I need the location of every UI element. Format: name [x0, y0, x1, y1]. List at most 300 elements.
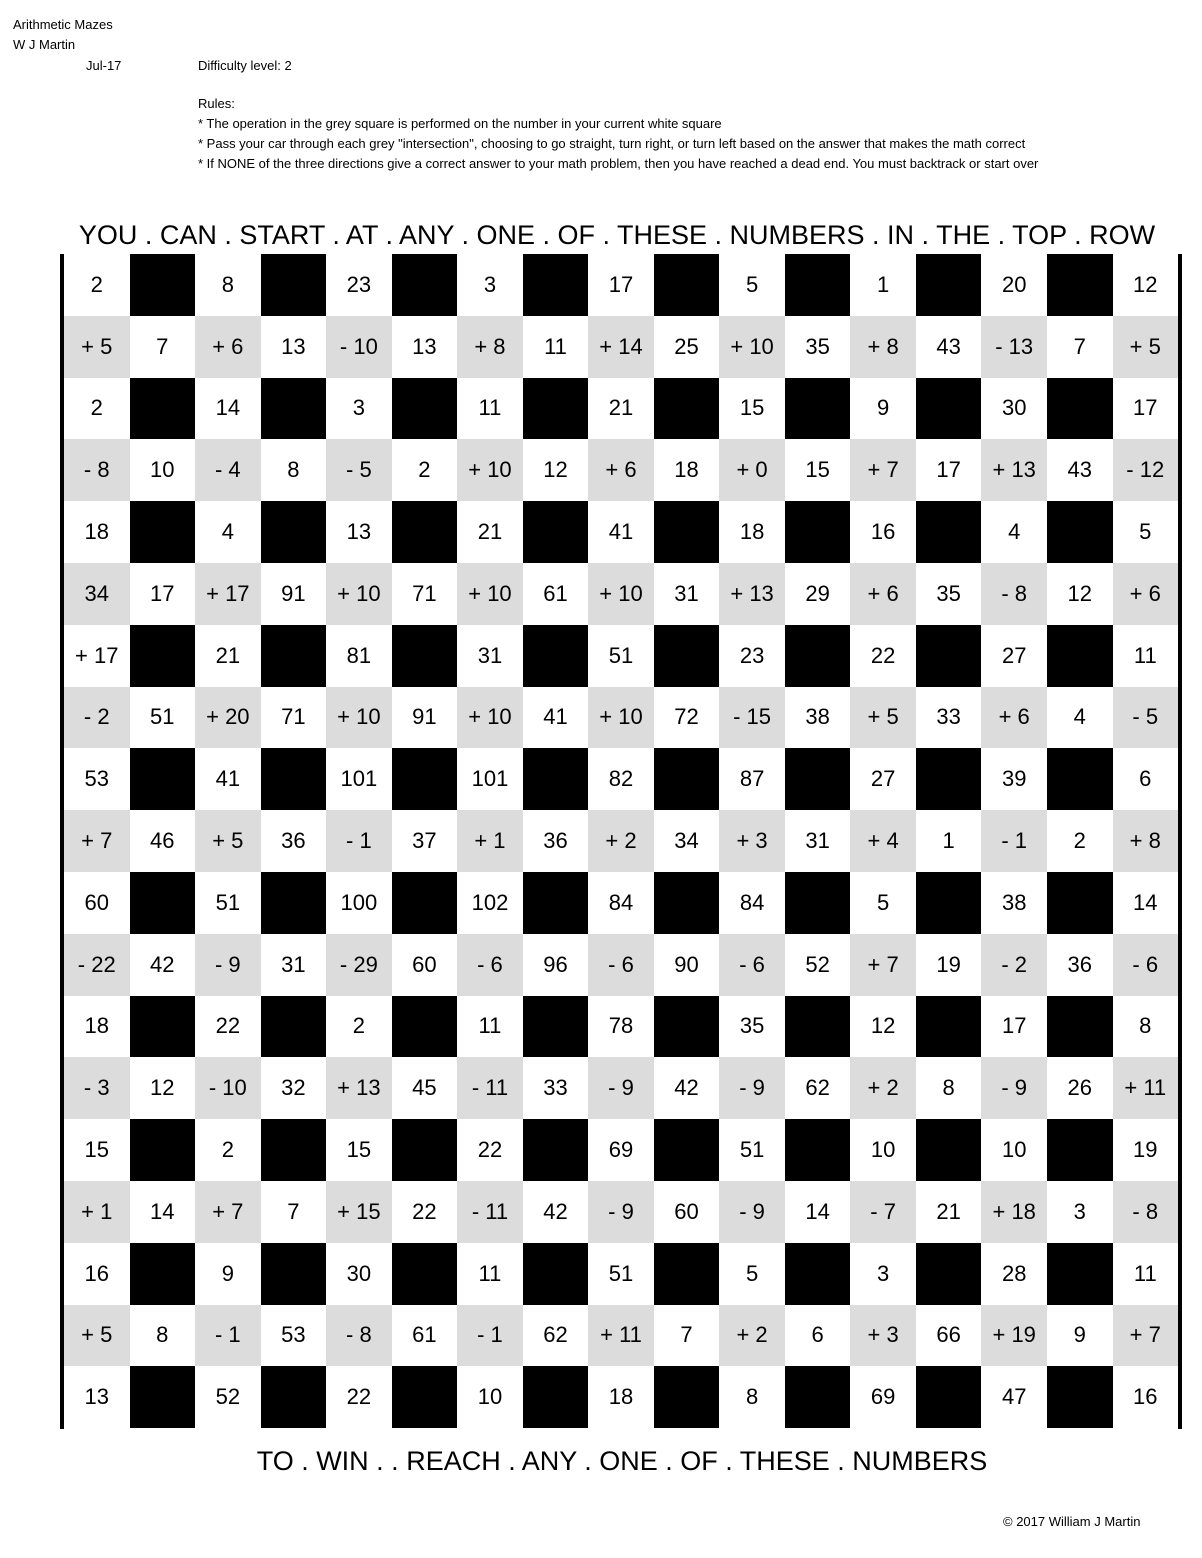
number-cell[interactable]: 22 [392, 1181, 458, 1243]
number-cell[interactable]: 21 [916, 1181, 982, 1243]
number-cell[interactable]: 8 [1113, 996, 1179, 1058]
number-cell[interactable]: 16 [850, 501, 916, 563]
number-cell[interactable]: 62 [523, 1305, 589, 1367]
number-cell[interactable]: 8 [130, 1305, 196, 1367]
operation-cell[interactable]: + 10 [326, 563, 392, 625]
blocked-cell [523, 1243, 589, 1305]
rule-item: * If NONE of the three directions give a correct answer to your math problem, then you have reached a dead end. You must backtrack or start over [198, 156, 1039, 171]
number-cell[interactable]: 38 [785, 687, 851, 749]
operation-cell[interactable]: + 13 [326, 1057, 392, 1119]
number-cell[interactable]: 8 [916, 1057, 982, 1119]
operation-cell[interactable]: + 14 [588, 316, 654, 378]
operation-cell[interactable]: + 10 [588, 687, 654, 749]
number-cell[interactable]: 31 [654, 563, 720, 625]
operation-cell[interactable]: + 5 [1113, 316, 1179, 378]
number-cell[interactable]: 69 [588, 1119, 654, 1181]
maze-row [64, 501, 1178, 563]
number-cell[interactable]: 2 [326, 996, 392, 1058]
blocked-cell [916, 501, 982, 563]
operation-cell[interactable]: + 6 [1113, 563, 1179, 625]
number-cell[interactable]: 21 [195, 625, 261, 687]
operation-cell[interactable]: + 2 [850, 1057, 916, 1119]
blocked-cell [916, 1119, 982, 1181]
number-cell[interactable]: 2 [392, 439, 458, 501]
number-cell[interactable]: 52 [195, 1366, 261, 1428]
number-cell[interactable]: 11 [1113, 625, 1179, 687]
number-cell[interactable]: 51 [588, 625, 654, 687]
number-cell[interactable]: 16 [1113, 1366, 1179, 1428]
number-cell[interactable]: 31 [457, 625, 523, 687]
maze-row [64, 934, 1178, 996]
number-cell[interactable]: 91 [261, 563, 327, 625]
number-cell[interactable]: 12 [1047, 563, 1113, 625]
number-cell[interactable]: 22 [195, 996, 261, 1058]
number-cell[interactable]: 22 [326, 1366, 392, 1428]
number-cell[interactable]: 15 [64, 1119, 130, 1181]
maze-row [64, 1243, 1178, 1305]
number-cell[interactable]: 90 [654, 934, 720, 996]
number-cell[interactable]: 33 [523, 1057, 589, 1119]
number-cell[interactable]: 5 [719, 254, 785, 316]
number-cell[interactable]: 18 [588, 1366, 654, 1428]
blocked-cell [1047, 872, 1113, 934]
blocked-cell [523, 1366, 589, 1428]
operation-cell[interactable]: - 1 [981, 810, 1047, 872]
operation-cell[interactable]: - 9 [588, 1181, 654, 1243]
blocked-cell [261, 996, 327, 1058]
number-cell[interactable]: 2 [195, 1119, 261, 1181]
number-cell[interactable]: 10 [130, 439, 196, 501]
number-cell[interactable]: 9 [195, 1243, 261, 1305]
number-cell[interactable]: 60 [654, 1181, 720, 1243]
number-cell[interactable]: + 17 [64, 625, 130, 687]
number-cell[interactable]: 23 [719, 625, 785, 687]
operation-cell[interactable]: + 6 [588, 439, 654, 501]
number-cell[interactable]: 42 [523, 1181, 589, 1243]
number-cell[interactable]: 52 [785, 934, 851, 996]
operation-cell[interactable]: + 17 [195, 563, 261, 625]
operation-cell[interactable]: + 5 [64, 316, 130, 378]
number-cell[interactable]: 61 [523, 563, 589, 625]
number-cell[interactable]: 45 [392, 1057, 458, 1119]
number-cell[interactable]: 30 [326, 1243, 392, 1305]
number-cell[interactable]: 13 [326, 501, 392, 563]
finish-banner: TO . WIN . . REACH . ANY . ONE . OF . THESE . NUMBERS [256, 1446, 988, 1476]
number-cell[interactable]: 36 [1047, 934, 1113, 996]
operation-cell[interactable]: - 9 [719, 1057, 785, 1119]
blocked-cell [261, 748, 327, 810]
operation-cell[interactable]: - 6 [457, 934, 523, 996]
number-cell[interactable]: 17 [588, 254, 654, 316]
blocked-cell [392, 254, 458, 316]
number-cell[interactable]: 61 [392, 1305, 458, 1367]
operation-cell[interactable]: - 2 [64, 687, 130, 749]
number-cell[interactable]: 17 [916, 439, 982, 501]
number-cell[interactable]: 87 [719, 748, 785, 810]
operation-cell[interactable]: + 6 [981, 687, 1047, 749]
blocked-cell [1047, 1119, 1113, 1181]
number-cell[interactable]: 13 [64, 1366, 130, 1428]
number-cell[interactable]: 81 [326, 625, 392, 687]
number-cell[interactable]: 5 [1113, 501, 1179, 563]
operation-cell[interactable]: + 7 [1113, 1305, 1179, 1367]
operation-cell[interactable]: + 6 [850, 563, 916, 625]
number-cell[interactable]: 42 [654, 1057, 720, 1119]
blocked-cell [392, 748, 458, 810]
blocked-cell [785, 1366, 851, 1428]
number-cell[interactable]: 17 [1113, 378, 1179, 440]
number-cell[interactable]: 3 [326, 378, 392, 440]
number-cell[interactable]: 18 [64, 501, 130, 563]
number-cell[interactable]: 3 [457, 254, 523, 316]
number-cell[interactable]: 2 [1047, 810, 1113, 872]
number-cell[interactable]: 72 [654, 687, 720, 749]
operation-cell[interactable]: + 10 [588, 563, 654, 625]
operation-cell[interactable]: - 2 [981, 934, 1047, 996]
operation-cell[interactable]: - 9 [719, 1181, 785, 1243]
operation-cell[interactable]: + 20 [195, 687, 261, 749]
operation-cell[interactable]: + 1 [64, 1181, 130, 1243]
operation-cell[interactable]: 34 [64, 563, 130, 625]
number-cell[interactable]: 13 [392, 316, 458, 378]
blocked-cell [261, 378, 327, 440]
number-cell[interactable]: 3 [1047, 1181, 1113, 1243]
operation-cell[interactable]: - 6 [1113, 934, 1179, 996]
number-cell[interactable]: 19 [1113, 1119, 1179, 1181]
number-cell[interactable]: 9 [850, 378, 916, 440]
operation-cell[interactable]: - 10 [326, 316, 392, 378]
operation-cell[interactable]: + 7 [850, 934, 916, 996]
blocked-cell [392, 1366, 458, 1428]
operation-cell[interactable]: - 5 [1113, 687, 1179, 749]
number-cell[interactable]: 21 [457, 501, 523, 563]
operation-cell[interactable]: + 10 [457, 439, 523, 501]
blocked-cell [1047, 1243, 1113, 1305]
operation-cell[interactable]: + 0 [719, 439, 785, 501]
number-cell[interactable]: 11 [457, 996, 523, 1058]
number-cell[interactable]: 10 [981, 1119, 1047, 1181]
blocked-cell [785, 748, 851, 810]
number-cell[interactable]: 51 [588, 1243, 654, 1305]
number-cell[interactable]: 51 [719, 1119, 785, 1181]
number-cell[interactable]: 60 [64, 872, 130, 934]
number-cell[interactable]: 35 [785, 316, 851, 378]
number-cell[interactable]: 15 [785, 439, 851, 501]
number-cell[interactable]: 8 [195, 254, 261, 316]
operation-cell[interactable]: + 15 [326, 1181, 392, 1243]
number-cell[interactable]: 51 [130, 687, 196, 749]
number-cell[interactable]: 13 [261, 316, 327, 378]
number-cell[interactable]: 41 [588, 501, 654, 563]
number-cell[interactable]: 22 [850, 625, 916, 687]
blocked-cell [261, 625, 327, 687]
operation-cell[interactable]: - 5 [326, 439, 392, 501]
operation-cell[interactable]: + 8 [457, 316, 523, 378]
number-cell[interactable]: 31 [785, 810, 851, 872]
operation-cell[interactable]: - 3 [64, 1057, 130, 1119]
number-cell[interactable]: 7 [654, 1305, 720, 1367]
operation-cell[interactable]: + 13 [981, 439, 1047, 501]
number-cell[interactable]: 38 [981, 872, 1047, 934]
operation-cell[interactable]: - 8 [981, 563, 1047, 625]
number-cell[interactable]: 11 [457, 1243, 523, 1305]
number-cell[interactable]: 29 [785, 563, 851, 625]
number-cell[interactable]: 53 [261, 1305, 327, 1367]
operation-cell[interactable]: + 10 [326, 687, 392, 749]
number-cell[interactable]: 43 [916, 316, 982, 378]
rule-item: * The operation in the grey square is performed on the number in your current white square [198, 116, 722, 131]
operation-cell[interactable]: - 11 [457, 1181, 523, 1243]
number-cell[interactable]: 2 [64, 254, 130, 316]
number-cell[interactable]: 60 [392, 934, 458, 996]
number-cell[interactable]: 12 [850, 996, 916, 1058]
number-cell[interactable]: 2 [64, 378, 130, 440]
number-cell[interactable]: 41 [523, 687, 589, 749]
number-cell[interactable]: 39 [981, 748, 1047, 810]
number-cell[interactable]: 78 [588, 996, 654, 1058]
number-cell[interactable]: 11 [1113, 1243, 1179, 1305]
number-cell[interactable]: 32 [261, 1057, 327, 1119]
number-cell[interactable]: 14 [130, 1181, 196, 1243]
number-cell[interactable]: 1 [916, 810, 982, 872]
blocked-cell [785, 501, 851, 563]
number-cell[interactable]: 22 [457, 1119, 523, 1181]
number-cell[interactable]: 18 [719, 501, 785, 563]
maze-row [64, 625, 1178, 687]
number-cell[interactable]: 15 [326, 1119, 392, 1181]
number-cell[interactable]: 12 [1113, 254, 1179, 316]
maze-row [64, 563, 1178, 625]
operation-cell[interactable]: + 13 [719, 563, 785, 625]
operation-cell[interactable]: - 29 [326, 934, 392, 996]
operation-cell[interactable]: + 2 [588, 810, 654, 872]
operation-cell[interactable]: - 6 [588, 934, 654, 996]
number-cell[interactable]: 101 [326, 748, 392, 810]
operation-cell[interactable]: - 1 [457, 1305, 523, 1367]
operation-cell[interactable]: - 9 [588, 1057, 654, 1119]
blocked-cell [654, 378, 720, 440]
maze-row [64, 872, 1178, 934]
number-cell[interactable]: 47 [981, 1366, 1047, 1428]
number-cell[interactable]: 1 [850, 254, 916, 316]
number-cell[interactable]: 53 [64, 748, 130, 810]
number-cell[interactable]: 27 [981, 625, 1047, 687]
number-cell[interactable]: 84 [588, 872, 654, 934]
operation-cell[interactable]: - 13 [981, 316, 1047, 378]
maze-row [64, 316, 1178, 378]
blocked-cell [654, 1243, 720, 1305]
operation-cell[interactable]: + 3 [850, 1305, 916, 1367]
number-cell[interactable]: 4 [195, 501, 261, 563]
number-cell[interactable]: 71 [261, 687, 327, 749]
number-cell[interactable]: 14 [195, 378, 261, 440]
number-cell[interactable]: 4 [981, 501, 1047, 563]
number-cell[interactable]: 18 [64, 996, 130, 1058]
operation-cell[interactable]: - 12 [1113, 439, 1179, 501]
number-cell[interactable]: 19 [916, 934, 982, 996]
number-cell[interactable]: 26 [1047, 1057, 1113, 1119]
number-cell[interactable]: 11 [523, 316, 589, 378]
number-cell[interactable]: 6 [1113, 748, 1179, 810]
blocked-cell [785, 378, 851, 440]
number-cell[interactable]: 96 [523, 934, 589, 996]
blocked-cell [916, 625, 982, 687]
operation-cell[interactable]: + 5 [195, 810, 261, 872]
operation-cell[interactable]: + 8 [1113, 810, 1179, 872]
operation-cell[interactable]: - 8 [1113, 1181, 1179, 1243]
blocked-cell [916, 748, 982, 810]
difficulty-level: Difficulty level: 2 [198, 58, 292, 73]
operation-cell[interactable]: - 8 [64, 439, 130, 501]
number-cell[interactable]: 8 [719, 1366, 785, 1428]
blocked-cell [523, 996, 589, 1058]
number-cell[interactable]: 10 [850, 1119, 916, 1181]
number-cell[interactable]: 12 [130, 1057, 196, 1119]
number-cell[interactable]: 82 [588, 748, 654, 810]
number-cell[interactable]: 14 [1113, 872, 1179, 934]
blocked-cell [261, 501, 327, 563]
maze-row [64, 378, 1178, 440]
number-cell[interactable]: 23 [326, 254, 392, 316]
number-cell[interactable]: 66 [916, 1305, 982, 1367]
operation-cell[interactable]: + 8 [850, 316, 916, 378]
blocked-cell [654, 625, 720, 687]
number-cell[interactable]: 27 [850, 748, 916, 810]
number-cell[interactable]: 10 [457, 1366, 523, 1428]
maze-row [64, 254, 1178, 316]
operation-cell[interactable]: - 9 [195, 934, 261, 996]
number-cell[interactable]: 11 [457, 378, 523, 440]
blocked-cell [916, 1243, 982, 1305]
number-cell[interactable]: 31 [261, 934, 327, 996]
number-cell[interactable]: 17 [981, 996, 1047, 1058]
number-cell[interactable]: 43 [1047, 439, 1113, 501]
operation-cell[interactable]: + 10 [457, 563, 523, 625]
operation-cell[interactable]: - 7 [850, 1181, 916, 1243]
operation-cell[interactable]: - 1 [195, 1305, 261, 1367]
number-cell[interactable]: 71 [392, 563, 458, 625]
number-cell[interactable]: 7 [1047, 316, 1113, 378]
operation-cell[interactable]: - 15 [719, 687, 785, 749]
operation-cell[interactable]: + 18 [981, 1181, 1047, 1243]
blocked-cell [130, 1119, 196, 1181]
operation-cell[interactable]: + 11 [588, 1305, 654, 1367]
blocked-cell [654, 748, 720, 810]
operation-cell[interactable]: + 3 [719, 810, 785, 872]
number-cell[interactable]: 35 [719, 996, 785, 1058]
operation-cell[interactable]: + 4 [850, 810, 916, 872]
blocked-cell [392, 625, 458, 687]
operation-cell[interactable]: + 10 [457, 687, 523, 749]
number-cell[interactable]: 16 [64, 1243, 130, 1305]
number-cell[interactable]: 69 [850, 1366, 916, 1428]
number-cell[interactable]: 9 [1047, 1305, 1113, 1367]
worksheet-title: Arithmetic Mazes [13, 17, 113, 32]
number-cell[interactable]: 7 [261, 1181, 327, 1243]
number-cell[interactable]: 100 [326, 872, 392, 934]
operation-cell[interactable]: + 2 [719, 1305, 785, 1367]
number-cell[interactable]: 62 [785, 1057, 851, 1119]
number-cell[interactable]: 51 [195, 872, 261, 934]
number-cell[interactable]: 91 [392, 687, 458, 749]
number-cell[interactable]: 15 [719, 378, 785, 440]
operation-cell[interactable]: + 10 [719, 316, 785, 378]
number-cell[interactable]: 17 [130, 563, 196, 625]
number-cell[interactable]: 3 [850, 1243, 916, 1305]
number-cell[interactable]: 34 [654, 810, 720, 872]
blocked-cell [261, 254, 327, 316]
number-cell[interactable]: 7 [130, 316, 196, 378]
operation-cell[interactable]: - 1 [326, 810, 392, 872]
blocked-cell [261, 1243, 327, 1305]
number-cell[interactable]: 30 [981, 378, 1047, 440]
number-cell[interactable]: 4 [1047, 687, 1113, 749]
blocked-cell [1047, 996, 1113, 1058]
number-cell[interactable]: 33 [916, 687, 982, 749]
blocked-cell [392, 1119, 458, 1181]
blocked-cell [130, 872, 196, 934]
maze-grid [60, 254, 1182, 1429]
number-cell[interactable]: 42 [130, 934, 196, 996]
blocked-cell [130, 1243, 196, 1305]
number-cell[interactable]: 12 [523, 439, 589, 501]
blocked-cell [261, 872, 327, 934]
number-cell[interactable]: 28 [981, 1243, 1047, 1305]
operation-cell[interactable]: - 22 [64, 934, 130, 996]
operation-cell[interactable]: + 6 [195, 316, 261, 378]
number-cell[interactable]: 36 [261, 810, 327, 872]
operation-cell[interactable]: - 8 [326, 1305, 392, 1367]
operation-cell[interactable]: + 1 [457, 810, 523, 872]
number-cell[interactable]: 41 [195, 748, 261, 810]
number-cell[interactable]: 46 [130, 810, 196, 872]
number-cell[interactable]: 37 [392, 810, 458, 872]
number-cell[interactable]: 6 [785, 1305, 851, 1367]
number-cell[interactable]: 101 [457, 748, 523, 810]
number-cell[interactable]: 8 [261, 439, 327, 501]
maze-row [64, 996, 1178, 1058]
operation-cell[interactable]: + 5 [850, 687, 916, 749]
operation-cell[interactable]: - 9 [981, 1057, 1047, 1119]
operation-cell[interactable]: - 6 [719, 934, 785, 996]
blocked-cell [1047, 748, 1113, 810]
number-cell[interactable]: 35 [916, 563, 982, 625]
blocked-cell [1047, 378, 1113, 440]
operation-cell[interactable]: + 7 [64, 810, 130, 872]
operation-cell[interactable]: - 11 [457, 1057, 523, 1119]
number-cell[interactable]: 25 [654, 316, 720, 378]
operation-cell[interactable]: + 7 [850, 439, 916, 501]
number-cell[interactable]: 102 [457, 872, 523, 934]
operation-cell[interactable]: + 5 [64, 1305, 130, 1367]
number-cell[interactable]: 21 [588, 378, 654, 440]
operation-cell[interactable]: + 7 [195, 1181, 261, 1243]
number-cell[interactable]: 20 [981, 254, 1047, 316]
number-cell[interactable]: 5 [850, 872, 916, 934]
blocked-cell [523, 1119, 589, 1181]
number-cell[interactable]: 5 [719, 1243, 785, 1305]
number-cell[interactable]: 18 [654, 439, 720, 501]
number-cell[interactable]: 36 [523, 810, 589, 872]
number-cell[interactable]: 84 [719, 872, 785, 934]
number-cell[interactable]: 14 [785, 1181, 851, 1243]
operation-cell[interactable]: - 4 [195, 439, 261, 501]
operation-cell[interactable]: + 19 [981, 1305, 1047, 1367]
blocked-cell [130, 254, 196, 316]
blocked-cell [130, 748, 196, 810]
operation-cell[interactable]: - 10 [195, 1057, 261, 1119]
operation-cell[interactable]: + 11 [1113, 1057, 1179, 1119]
